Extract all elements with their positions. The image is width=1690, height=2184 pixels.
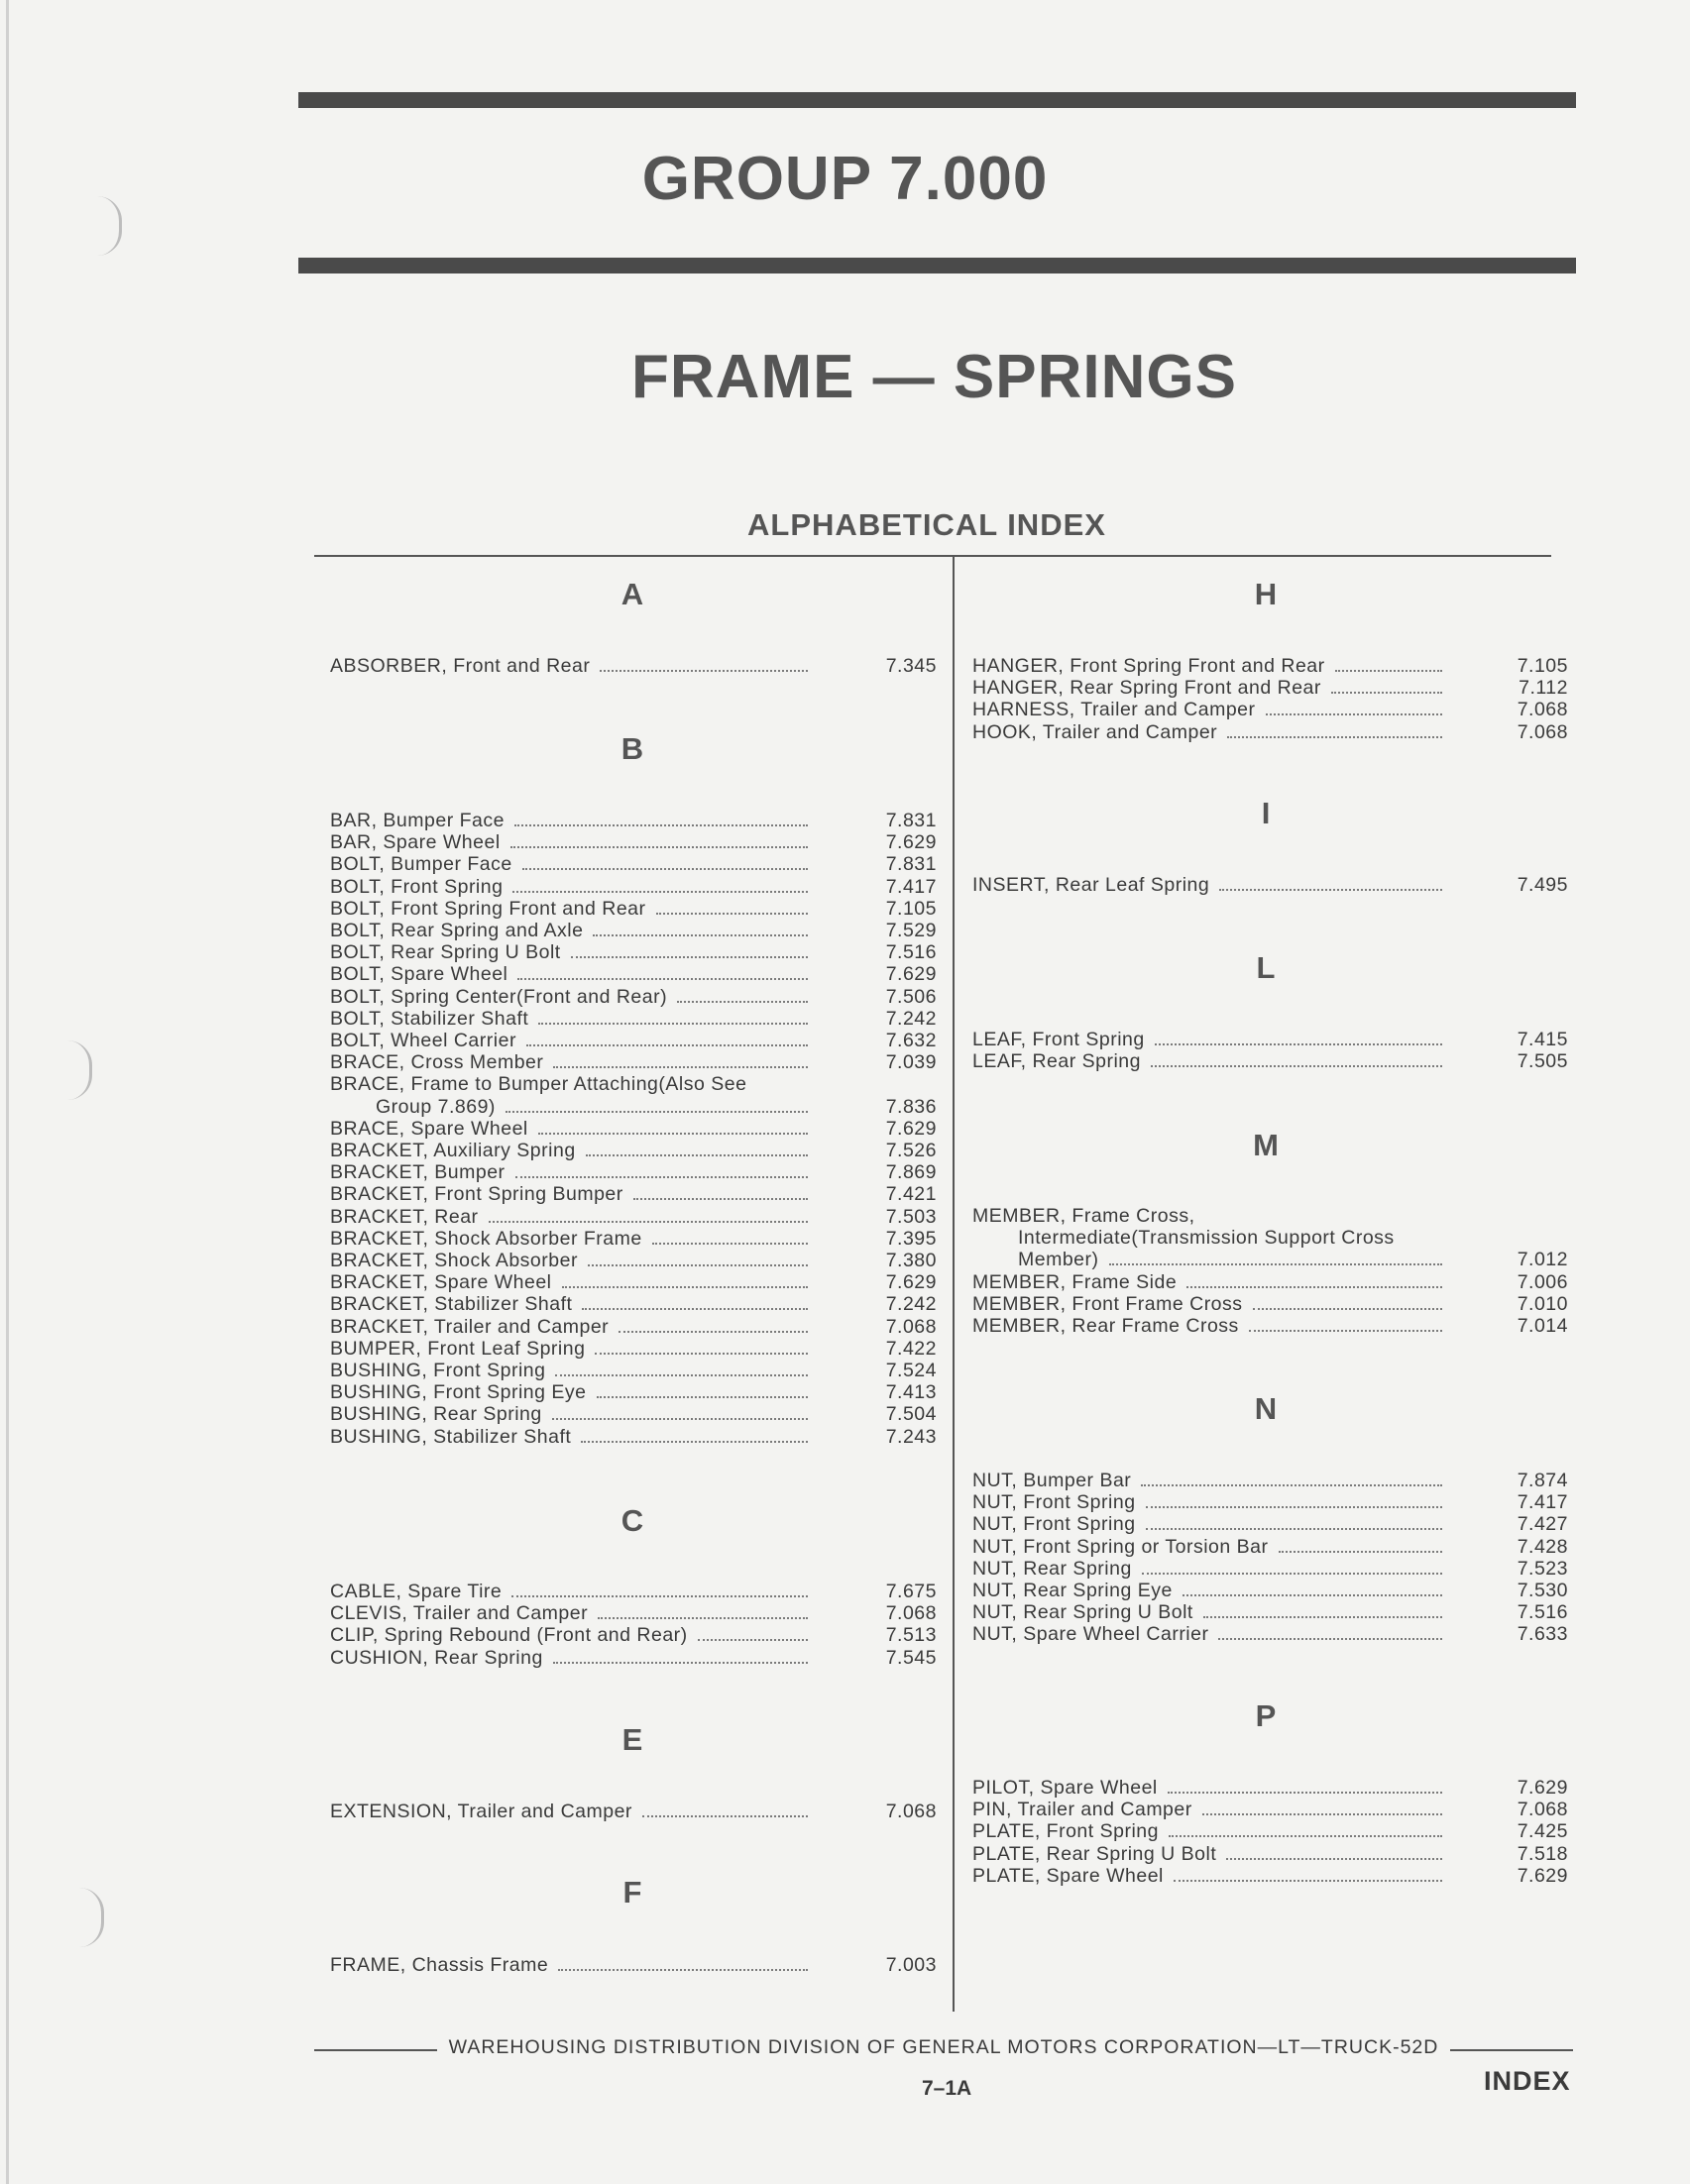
page-edge — [6, 0, 9, 2184]
entry-label: CABLE, Spare Tire — [330, 1581, 503, 1602]
page-reference: 7.068 — [885, 1315, 937, 1338]
entry-label: NUT, Front Spring — [972, 1513, 1136, 1536]
index-entry — [972, 1315, 1568, 1337]
index-entry — [972, 1470, 1568, 1491]
index-entry — [972, 1601, 1568, 1623]
footer-text: WAREHOUSING DISTRIBUTION DIVISION OF GENERAL MOTORS CORPORATION—LT—TRUCK-52D — [448, 2036, 1439, 2058]
page-reference: 7.831 — [885, 810, 937, 831]
dot-leader — [1174, 1880, 1442, 1882]
entry-label: BOLT, Front Spring Front and Rear — [330, 897, 646, 920]
page-reference: 7.504 — [885, 1403, 937, 1426]
title-rule-bar — [298, 258, 1576, 273]
dot-leader — [1146, 1528, 1442, 1530]
index-entry — [330, 1338, 937, 1360]
index-entry — [330, 1206, 937, 1228]
entry-label: PIN, Trailer and Camper — [972, 1799, 1192, 1821]
entry-label: MEMBER, Frame Cross, — [972, 1205, 1195, 1227]
entry-label: BRACKET, Stabilizer Shaft — [330, 1293, 573, 1316]
index-entry — [972, 1865, 1568, 1887]
dot-leader — [522, 868, 808, 870]
dot-leader — [1226, 1858, 1442, 1860]
page-reference: 7.415 — [1517, 1029, 1568, 1050]
dot-leader — [633, 1198, 808, 1200]
dot-leader — [1141, 1484, 1442, 1486]
dot-leader — [489, 1221, 808, 1223]
dot-leader — [1202, 1813, 1442, 1815]
entry-label: BOLT, Wheel Carrier — [330, 1030, 516, 1051]
dot-leader — [1253, 1308, 1442, 1310]
page-reference: 7.503 — [885, 1205, 937, 1228]
page-reference: 7.012 — [1517, 1249, 1568, 1271]
index-entry — [330, 1801, 937, 1822]
index-entry — [330, 1360, 937, 1381]
dot-leader — [1168, 1792, 1442, 1794]
dot-leader — [1109, 1263, 1442, 1265]
entry-label: HOOK, Trailer and Camper — [972, 720, 1218, 743]
entry-label: BUSHING, Front Spring — [330, 1360, 546, 1381]
dot-leader — [552, 1418, 808, 1420]
page-reference: 7.506 — [885, 985, 937, 1008]
index-entry — [330, 1228, 937, 1250]
entry-label: PILOT, Spare Wheel — [972, 1777, 1158, 1799]
page-reference: 7.006 — [1517, 1270, 1568, 1293]
index-entry — [330, 810, 937, 831]
section-letter: E — [621, 1722, 643, 1757]
dot-leader — [595, 1353, 808, 1355]
index-entry — [330, 655, 937, 677]
index-entry — [972, 1050, 1568, 1072]
entry-label: CLIP, Spring Rebound (Front and Rear) — [330, 1624, 688, 1647]
page-reference: 7.068 — [1517, 699, 1568, 721]
index-entry — [972, 721, 1568, 743]
entry-label: FRAME, Chassis Frame — [330, 1954, 549, 1976]
dot-leader — [588, 1264, 808, 1266]
index-entry-continuation — [1018, 1227, 1568, 1249]
index-entry — [330, 1161, 937, 1183]
dot-leader — [526, 1044, 808, 1046]
index-entry — [330, 963, 937, 985]
index-entry — [330, 898, 937, 920]
index-entry — [330, 1624, 937, 1646]
index-entry — [330, 941, 937, 963]
entry-label: BUSHING, Front Spring Eye — [330, 1381, 587, 1404]
index-entry — [330, 1381, 937, 1403]
entry-label: BOLT, Front Spring — [330, 875, 504, 898]
entry-label: CUSHION, Rear Spring — [330, 1646, 543, 1669]
index-entry — [330, 1051, 937, 1073]
group-title: GROUP 7.000 — [641, 145, 1049, 213]
page-reference: 7.003 — [885, 1954, 937, 1976]
dot-leader — [571, 956, 808, 958]
index-entry — [972, 1843, 1568, 1865]
index-entry — [330, 1183, 937, 1205]
index-entry — [330, 1140, 937, 1161]
entry-label: BRACKET, Shock Absorber Frame — [330, 1227, 642, 1250]
page-reference: 7.836 — [885, 1095, 937, 1118]
dot-leader — [1146, 1506, 1442, 1508]
entry-label: BRACKET, Spare Wheel — [330, 1271, 552, 1294]
page-reference: 7.421 — [885, 1183, 937, 1206]
index-entry — [330, 853, 937, 875]
index-entry — [972, 1623, 1568, 1645]
index-entry — [972, 1271, 1568, 1293]
index-entry — [972, 1580, 1568, 1601]
index-entry — [330, 1118, 937, 1140]
entry-label: BRACE, Cross Member — [330, 1051, 544, 1074]
page-reference: 7.039 — [885, 1051, 937, 1074]
index-entry — [330, 1316, 937, 1338]
page-reference: 7.014 — [1517, 1315, 1568, 1337]
index-heading: ALPHABETICAL INDEX — [747, 507, 1106, 542]
page-reference: 7.505 — [1517, 1050, 1568, 1073]
dot-leader — [515, 1176, 808, 1178]
entry-label: MEMBER, Front Frame Cross — [972, 1292, 1243, 1315]
index-entry — [972, 1293, 1568, 1315]
dot-leader — [553, 1066, 808, 1068]
entry-label: BRACKET, Rear — [330, 1205, 479, 1228]
page-reference: 7.869 — [885, 1161, 937, 1184]
entry-label: NUT, Rear Spring Eye — [972, 1580, 1173, 1601]
entry-label: PLATE, Spare Wheel — [972, 1864, 1164, 1887]
entry-label: BUSHING, Stabilizer Shaft — [330, 1425, 572, 1448]
index-entry — [972, 1558, 1568, 1580]
entry-label: BRACKET, Shock Absorber — [330, 1250, 578, 1271]
dot-leader — [652, 1243, 808, 1245]
entry-label: BAR, Bumper Face — [330, 810, 505, 831]
page-reference: 7.417 — [885, 875, 937, 898]
entry-label: NUT, Rear Spring — [972, 1557, 1132, 1580]
index-heading-rule — [314, 555, 1551, 557]
index-entry — [330, 920, 937, 941]
entry-label-continuation: Member) — [1018, 1249, 1099, 1271]
dot-leader — [582, 1308, 808, 1310]
index-entry — [972, 1820, 1568, 1842]
index-entry — [330, 1647, 937, 1669]
dot-leader — [512, 891, 808, 893]
entry-label: NUT, Front Spring — [972, 1491, 1136, 1514]
entry-label-continuation: Intermediate(Transmission Support Cross — [1018, 1227, 1395, 1250]
page-reference: 7.422 — [885, 1337, 937, 1360]
index-entry — [330, 1293, 937, 1315]
index-entry-continuation — [1018, 1249, 1568, 1270]
page-reference: 7.243 — [885, 1425, 937, 1448]
entry-label: BRACKET, Bumper — [330, 1161, 506, 1184]
entry-label: BAR, Spare Wheel — [330, 831, 501, 854]
page-reference: 7.345 — [885, 655, 937, 677]
page-reference: 7.105 — [1517, 655, 1568, 677]
index-entry — [330, 1954, 937, 1976]
index-entry — [330, 1602, 937, 1624]
index-entry — [330, 986, 937, 1008]
dot-leader — [597, 1396, 808, 1398]
section-letter: P — [1255, 1698, 1277, 1733]
dot-leader — [506, 1111, 808, 1113]
entry-label: BOLT, Stabilizer Shaft — [330, 1007, 529, 1030]
dot-leader — [511, 1595, 808, 1597]
page-reference: 7.395 — [885, 1227, 937, 1250]
dot-leader — [553, 1662, 808, 1664]
index-entry — [972, 699, 1568, 720]
index-entry — [972, 1029, 1568, 1050]
section-letter: N — [1254, 1391, 1278, 1426]
footer-rule-right — [1450, 2049, 1573, 2051]
page-reference: 7.413 — [885, 1381, 937, 1404]
entry-label: BOLT, Spring Center(Front and Rear) — [330, 985, 668, 1008]
entry-label: CLEVIS, Trailer and Camper — [330, 1602, 589, 1625]
dot-leader — [1218, 1638, 1442, 1640]
entry-label: ABSORBER, Front and Rear — [330, 655, 591, 677]
section-letter: C — [620, 1503, 644, 1538]
index-entry — [330, 876, 937, 898]
entry-label: BOLT, Rear Spring and Axle — [330, 920, 584, 941]
entry-label: BRACKET, Auxiliary Spring — [330, 1140, 576, 1161]
dot-leader — [514, 824, 808, 826]
page-reference: 7.068 — [885, 1602, 937, 1625]
entry-label: MEMBER, Frame Side — [972, 1270, 1178, 1293]
page-reference: 7.112 — [1519, 677, 1568, 700]
index-entry — [972, 874, 1568, 896]
dot-leader — [1219, 889, 1442, 891]
page-reference: 7.831 — [885, 853, 937, 876]
page-reference: 7.523 — [1517, 1557, 1568, 1580]
entry-label: PLATE, Rear Spring U Bolt — [972, 1842, 1217, 1865]
page-reference: 7.010 — [1517, 1292, 1568, 1315]
page-reference: 7.518 — [1517, 1842, 1568, 1865]
dot-leader — [698, 1639, 808, 1641]
entry-label: NUT, Bumper Bar — [972, 1470, 1132, 1491]
page-reference: 7.242 — [885, 1007, 937, 1030]
dot-leader — [656, 913, 808, 915]
dot-leader — [598, 1617, 808, 1619]
page-reference: 7.629 — [885, 1117, 937, 1140]
section-letter: H — [1254, 577, 1278, 611]
index-entry — [972, 1536, 1568, 1558]
entry-label: MEMBER, Rear Frame Cross — [972, 1315, 1239, 1337]
index-entry-continuation — [376, 1096, 937, 1118]
dot-leader — [1249, 1330, 1442, 1332]
section-letter: L — [1256, 950, 1276, 985]
entry-label: EXTENSION, Trailer and Camper — [330, 1801, 632, 1822]
entry-label: BRACKET, Front Spring Bumper — [330, 1183, 623, 1206]
dot-leader — [586, 1154, 808, 1156]
page-reference: 7.874 — [1517, 1470, 1568, 1491]
entry-label-continuation: Group 7.869) — [376, 1095, 496, 1118]
page-reference: 7.629 — [885, 1271, 937, 1294]
index-entry — [972, 677, 1568, 699]
entry-label: HANGER, Front Spring Front and Rear — [972, 655, 1325, 677]
page-reference: 7.545 — [885, 1646, 937, 1669]
index-entry — [972, 655, 1568, 677]
page-reference: 7.380 — [885, 1250, 937, 1271]
dot-leader — [555, 1374, 808, 1376]
page-reference: 7.629 — [1517, 1777, 1568, 1799]
entry-label: LEAF, Front Spring — [972, 1029, 1145, 1050]
index-entry — [972, 1513, 1568, 1535]
page-number: 7–1A — [922, 2077, 972, 2100]
entry-label: BUMPER, Front Leaf Spring — [330, 1337, 586, 1360]
page-reference: 7.675 — [885, 1581, 937, 1602]
dot-leader — [538, 1023, 808, 1025]
index-entry — [972, 1491, 1568, 1513]
page-reference: 7.068 — [885, 1801, 937, 1822]
index-entry — [330, 1250, 937, 1271]
page-reference: 7.629 — [885, 831, 937, 854]
dot-leader — [1155, 1043, 1442, 1045]
section-letter: F — [622, 1875, 642, 1910]
index-entry — [972, 1205, 1568, 1227]
page-reference: 7.530 — [1517, 1580, 1568, 1601]
dot-leader — [593, 934, 808, 936]
index-entry — [330, 1426, 937, 1448]
dot-leader — [1186, 1286, 1442, 1288]
dot-leader — [510, 846, 808, 848]
dot-leader — [1227, 736, 1442, 738]
page-reference: 7.068 — [1517, 720, 1568, 743]
dot-leader — [1169, 1835, 1442, 1837]
dot-leader — [642, 1815, 808, 1817]
footer — [314, 2036, 1573, 2062]
dot-leader — [517, 978, 808, 980]
binder-hole-mark — [79, 1888, 104, 1947]
entry-label: BOLT, Rear Spring U Bolt — [330, 941, 561, 964]
page-reference: 7.629 — [885, 963, 937, 986]
page-title: FRAME — SPRINGS — [631, 343, 1237, 411]
entry-label: HARNESS, Trailer and Camper — [972, 699, 1256, 721]
index-entry — [330, 1030, 937, 1051]
section-letter: A — [620, 577, 644, 611]
entry-label: NUT, Rear Spring U Bolt — [972, 1601, 1193, 1624]
dot-leader — [677, 1001, 808, 1003]
index-entry — [972, 1777, 1568, 1799]
page-reference: 7.427 — [1517, 1513, 1568, 1536]
dot-leader — [1203, 1616, 1442, 1618]
dot-leader — [1151, 1065, 1442, 1067]
dot-leader — [538, 1133, 808, 1135]
dot-leader — [1335, 670, 1442, 672]
entry-label: BOLT, Spare Wheel — [330, 963, 508, 986]
page-reference: 7.633 — [1517, 1623, 1568, 1646]
dot-leader — [1266, 713, 1442, 715]
page-reference: 7.629 — [1517, 1864, 1568, 1887]
column-divider — [953, 555, 955, 2012]
index-entry — [330, 1073, 937, 1095]
dot-leader — [1142, 1573, 1442, 1575]
entry-label: NUT, Front Spring or Torsion Bar — [972, 1535, 1269, 1558]
entry-label: PLATE, Front Spring — [972, 1820, 1159, 1843]
page-reference: 7.105 — [885, 897, 937, 920]
index-entry — [330, 831, 937, 853]
page-reference: 7.425 — [1517, 1820, 1568, 1843]
section-letter: M — [1253, 1128, 1279, 1162]
dot-leader — [562, 1286, 808, 1288]
entry-label: BRACE, Frame to Bumper Attaching(Also See — [330, 1073, 747, 1096]
entry-label: LEAF, Rear Spring — [972, 1050, 1141, 1073]
section-label: INDEX — [1484, 2066, 1571, 2096]
entry-label: HANGER, Rear Spring Front and Rear — [972, 677, 1321, 700]
dot-leader — [1183, 1594, 1442, 1596]
entry-label: BRACE, Spare Wheel — [330, 1117, 528, 1140]
dot-leader — [558, 1969, 808, 1971]
entry-label: BUSHING, Rear Spring — [330, 1403, 542, 1426]
page-reference: 7.068 — [1517, 1799, 1568, 1821]
entry-label: BRACKET, Trailer and Camper — [330, 1315, 610, 1338]
page-reference: 7.529 — [885, 920, 937, 941]
index-entry — [330, 1403, 937, 1425]
index-entry — [330, 1008, 937, 1030]
dot-leader — [581, 1441, 808, 1443]
page-reference: 7.516 — [1517, 1601, 1568, 1624]
dot-leader — [619, 1331, 808, 1333]
dot-leader — [600, 670, 808, 672]
page-reference: 7.524 — [885, 1360, 937, 1381]
dot-leader — [1331, 692, 1442, 694]
page-reference: 7.242 — [885, 1293, 937, 1316]
page-reference: 7.526 — [885, 1140, 937, 1161]
page-reference: 7.417 — [1517, 1491, 1568, 1514]
index-entry — [972, 1799, 1568, 1820]
page-reference: 7.632 — [885, 1030, 937, 1051]
section-letter: I — [1261, 796, 1271, 830]
page-reference: 7.495 — [1517, 874, 1568, 896]
dot-leader — [1279, 1551, 1442, 1553]
section-letter: B — [620, 731, 644, 766]
page-reference: 7.513 — [885, 1624, 937, 1647]
entry-label: NUT, Spare Wheel Carrier — [972, 1623, 1209, 1646]
binder-hole-mark — [67, 1040, 92, 1100]
index-entry — [330, 1581, 937, 1602]
entry-label: BOLT, Bumper Face — [330, 853, 512, 876]
index-entry — [330, 1271, 937, 1293]
page-reference: 7.516 — [885, 941, 937, 964]
page-reference: 7.428 — [1517, 1535, 1568, 1558]
entry-label: INSERT, Rear Leaf Spring — [972, 874, 1210, 896]
top-rule-bar — [298, 92, 1576, 108]
